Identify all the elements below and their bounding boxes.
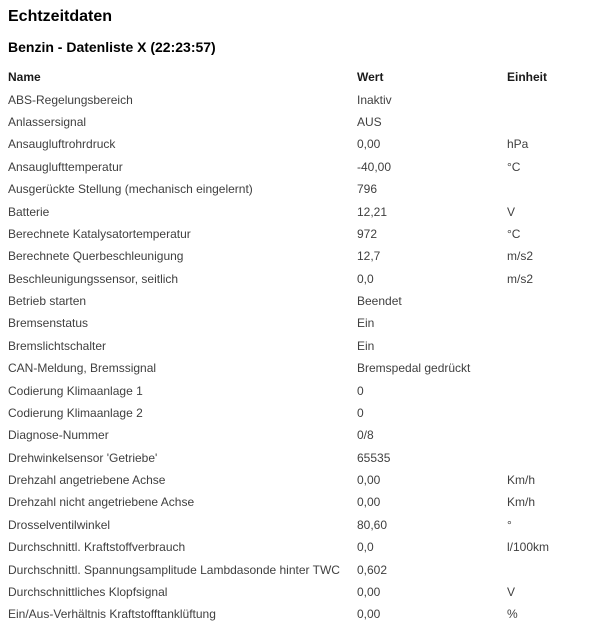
row-value-cell: 12,21 <box>357 204 388 219</box>
table-row <box>8 268 596 290</box>
row-value-cell: 65535 <box>357 450 391 465</box>
table-row <box>8 581 596 603</box>
row-unit-cell: m/s2 <box>507 271 534 286</box>
row-name-cell: Drosselventilwinkel <box>8 517 111 532</box>
table-row <box>8 402 596 424</box>
table-header-row <box>8 67 596 89</box>
row-value-cell: Ein <box>357 338 375 353</box>
row-name-cell: CAN-Meldung, Bremssignal <box>8 361 157 376</box>
row-unit-cell: l/100km <box>507 540 550 555</box>
row-value-cell: Inaktiv <box>357 92 392 107</box>
table-row <box>8 156 596 178</box>
row-value-cell: 0,00 <box>357 584 381 599</box>
row-value-cell: 0,602 <box>357 562 388 577</box>
row-name-cell: Codierung Klimaanlage 2 <box>8 405 143 420</box>
row-name-cell: Durchschnittl. Kraftstoffverbrauch <box>8 540 186 555</box>
row-unit-cell: ° <box>507 517 512 532</box>
table-row <box>8 201 596 223</box>
table-row <box>8 447 596 469</box>
table-row <box>8 380 596 402</box>
table-row <box>8 425 596 447</box>
row-value-cell: 796 <box>357 182 378 197</box>
row-name-cell: Berechnete Querbeschleunigung <box>8 249 184 264</box>
row-name-cell: Drehzahl angetriebene Achse <box>8 473 166 488</box>
row-value-cell: 972 <box>357 226 378 241</box>
row-name-cell: Bremslichtschalter <box>8 338 107 353</box>
row-value-cell: 0,00 <box>357 495 381 510</box>
row-value-cell: 0,0 <box>357 540 374 555</box>
row-value-cell: 0,00 <box>357 607 381 622</box>
row-name-cell: Ansauglufttemperatur <box>8 159 123 174</box>
table-row <box>8 111 596 133</box>
row-value-cell: 0 <box>357 383 364 398</box>
data-rows <box>8 89 596 626</box>
table-row <box>8 335 596 357</box>
table-row <box>8 246 596 268</box>
row-unit-cell: Km/h <box>507 473 536 488</box>
row-name-cell: Bremsenstatus <box>8 316 89 331</box>
row-value-cell: Beendet <box>357 294 402 309</box>
page-title: Echtzeitdaten <box>8 8 113 25</box>
row-name-cell: Durchschnittliches Klopfsignal <box>8 584 168 599</box>
row-name-cell: Berechnete Katalysatortemperatur <box>8 226 191 241</box>
row-name-cell: Diagnose-Nummer <box>8 428 109 443</box>
table-row <box>8 89 596 111</box>
row-unit-cell: V <box>507 584 516 599</box>
row-name-cell: Anlassersignal <box>8 115 87 130</box>
row-name-cell: ABS-Regelungsbereich <box>8 92 133 107</box>
row-unit-cell: Km/h <box>507 495 536 510</box>
row-value-cell: Ein <box>357 316 375 331</box>
row-value-cell: 12,7 <box>357 249 381 264</box>
row-name-cell: Ein/Aus-Verhältnis Kraftstofftanklüftung <box>8 607 216 622</box>
table-row <box>8 604 596 626</box>
table-row <box>8 313 596 335</box>
row-name-cell: Batterie <box>8 204 50 219</box>
table-row <box>8 290 596 312</box>
row-unit-cell: °C <box>507 226 521 241</box>
row-value-cell: 80,60 <box>357 517 388 532</box>
table-row <box>8 178 596 200</box>
row-value-cell: 0,0 <box>357 271 374 286</box>
table-row <box>8 134 596 156</box>
table-row <box>8 536 596 558</box>
table-row <box>8 357 596 379</box>
row-unit-cell: m/s2 <box>507 249 534 264</box>
row-value-cell: AUS <box>357 115 382 130</box>
row-value-cell: -40,00 <box>357 159 392 174</box>
row-name-cell: Beschleunigungssensor, seitlich <box>8 271 179 286</box>
table-row <box>8 559 596 581</box>
row-unit-cell: hPa <box>507 137 529 152</box>
row-value-cell: 0,00 <box>357 473 381 488</box>
row-unit-cell: V <box>507 204 516 219</box>
column-header-value: Wert <box>357 70 384 85</box>
row-value-cell: Bremspedal gedrückt <box>357 361 471 376</box>
column-header-unit: Einheit <box>507 70 548 85</box>
row-name-cell: Drehzahl nicht angetriebene Achse <box>8 495 195 510</box>
table-row <box>8 469 596 491</box>
row-name-cell: Betrieb starten <box>8 294 87 309</box>
table-row <box>8 492 596 514</box>
row-unit-cell: °C <box>507 159 521 174</box>
row-value-cell: 0/8 <box>357 428 374 443</box>
row-value-cell: 0 <box>357 405 364 420</box>
row-value-cell: 0,00 <box>357 137 381 152</box>
realtime-data-table <box>8 67 596 626</box>
table-row <box>8 514 596 536</box>
table-row <box>8 223 596 245</box>
datalist-subtitle: Benzin - Datenliste X (22:23:57) <box>8 39 216 55</box>
row-name-cell: Ansaugluftrohrdruck <box>8 137 116 152</box>
column-header-name: Name <box>8 70 41 85</box>
row-unit-cell: % <box>507 607 518 622</box>
row-name-cell: Durchschnittl. Spannungsamplitude Lambdasonde hinter TWC <box>8 562 340 577</box>
row-name-cell: Drehwinkelsensor 'Getriebe' <box>8 450 158 465</box>
row-name-cell: Codierung Klimaanlage 1 <box>8 383 143 398</box>
row-name-cell: Ausgerückte Stellung (mechanisch eingelernt) <box>8 182 253 197</box>
